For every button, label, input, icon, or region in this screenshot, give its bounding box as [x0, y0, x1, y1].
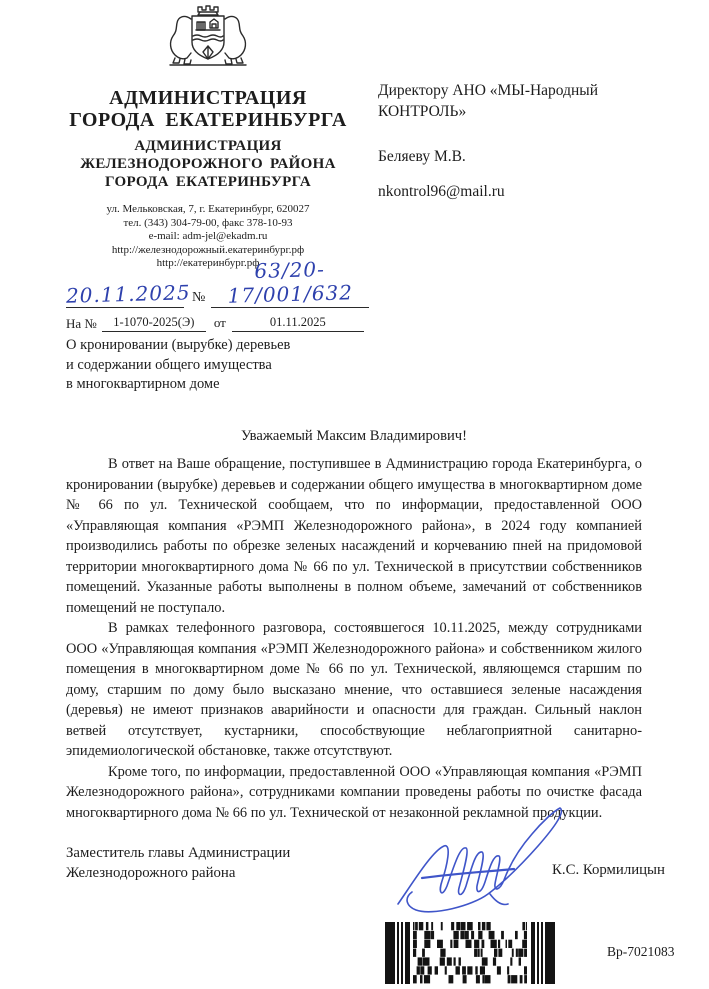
- org-name-line1: АДМИНИСТРАЦИЯ: [109, 87, 307, 109]
- org-sub-line1: АДМИНИСТРАЦИЯ: [134, 138, 282, 154]
- body-paragraph-1: В ответ на Ваше обращение, поступившее в Администрацию города Екатеринбурга, о кронировании (вырубке) деревьев и содержании общего имущества в многоквартирном доме № 66 по ул. Технической сообщаем, что по информации, предоставленной ООО «Управляющая компания «РЭМП Железнодорожного района», в 2024 году компанией производились работы по обрезке зеленых насаждений и корчеванию пней на придомовой территории многоквартирного дома № 66 по ул. Технической в присутствии собственников помещений. Указанные работы выполнены в полном объеме, замечаний от собственников помещений не поступало.: [66, 456, 642, 616]
- signatory-position-line2: Железнодорожного района: [66, 865, 236, 881]
- outgoing-date-field: [65, 280, 191, 308]
- letter-body: [66, 454, 642, 823]
- barcode-icon: [385, 922, 555, 989]
- recipient-title-line2: КОНТРОЛЬ»: [378, 103, 467, 120]
- number-sign-label: №: [192, 290, 206, 305]
- org-sub-line3: ГОРОДА ЕКАТЕРИНБУРГА: [105, 174, 311, 190]
- subject-line2: и содержании общего имущества: [66, 356, 272, 373]
- outgoing-number-handwritten: 63/20-17/001/632: [227, 257, 354, 308]
- subject-block: [66, 336, 366, 395]
- body-paragraph-3: Кроме того, по информации, предоставленной ООО «Управляющая компания «РЭМП Железнодорожного района», сотрудниками компании проведены работы по очистке фасада многоквартирного дома № 66 по ул. Технической от незаконной рекламной продукции.: [66, 763, 642, 821]
- na-no-label: На №: [66, 316, 97, 331]
- barcode-label: Вр-7021083: [607, 944, 675, 959]
- incoming-date-field: 01.11.2025: [232, 315, 364, 332]
- org-sub-line2: ЖЕЛЕЗНОДОРОЖНОГО РАЙОНА: [80, 156, 336, 172]
- org-site-district: http://железнодорожный.екатеринбург.рф: [111, 243, 305, 256]
- subject-line1: О кронировании (вырубке) деревьев: [66, 337, 291, 353]
- salutation: Уважаемый Максим Владимирович!: [240, 428, 468, 444]
- recipient-title-line1: Директору АНО «МЫ-Народный: [378, 82, 598, 99]
- recipient-block: [378, 80, 678, 202]
- letterhead: [40, 2, 376, 271]
- outgoing-date-handwritten: 20.11.2025: [65, 280, 191, 308]
- ot-label: от: [213, 315, 226, 330]
- recipient-email: nkontrol96@mail.ru: [378, 183, 505, 200]
- signatory-name: К.С. Кормилицын: [552, 862, 665, 878]
- subject-line3: в многоквартирном доме: [66, 376, 220, 392]
- org-name-line2: ГОРОДА ЕКАТЕРИНБУРГА: [69, 109, 347, 131]
- org-site-city: http://екатеринбург.рф: [156, 257, 260, 269]
- signature-ink-icon: [392, 806, 572, 926]
- reference-block: [66, 258, 416, 332]
- recipient-name: Беляеву М.В.: [378, 148, 466, 165]
- outgoing-number-field: [211, 258, 369, 308]
- body-paragraph-2: В рамках телефонного разговора, состоявшегося 10.11.2025, между сотрудниками ООО «Управляющая компания «РЭМП Железнодорожного района» и собственником жилого помещения в многоквартирном доме № 66 по ул. Технической, являющемся старшим по дому, старшим по дому было высказано мнение, что оставшиеся зеленые насаждения (деревья) не имеют признаков аварийности и опасности для граждан. Сильный наклон ветвей отсутствует, кустарники, способствующие неблагоприятной санитарно-эпидемиологической обстановке, также отсутствуют.: [66, 620, 642, 759]
- signatory-position: [66, 843, 346, 883]
- org-address: ул. Мельковская, 7, г. Екатеринбург, 620027: [106, 203, 310, 215]
- signatory-position-line1: Заместитель главы Администрации: [66, 845, 291, 861]
- coat-of-arms-icon: [160, 2, 256, 73]
- incoming-number-field: 1-1070-2025(Э): [102, 315, 206, 332]
- org-email: e-mail: adm-jel@ekadm.ru: [148, 230, 268, 242]
- org-phone: тел. (343) 304-79-00, факс 378-10-93: [123, 216, 293, 229]
